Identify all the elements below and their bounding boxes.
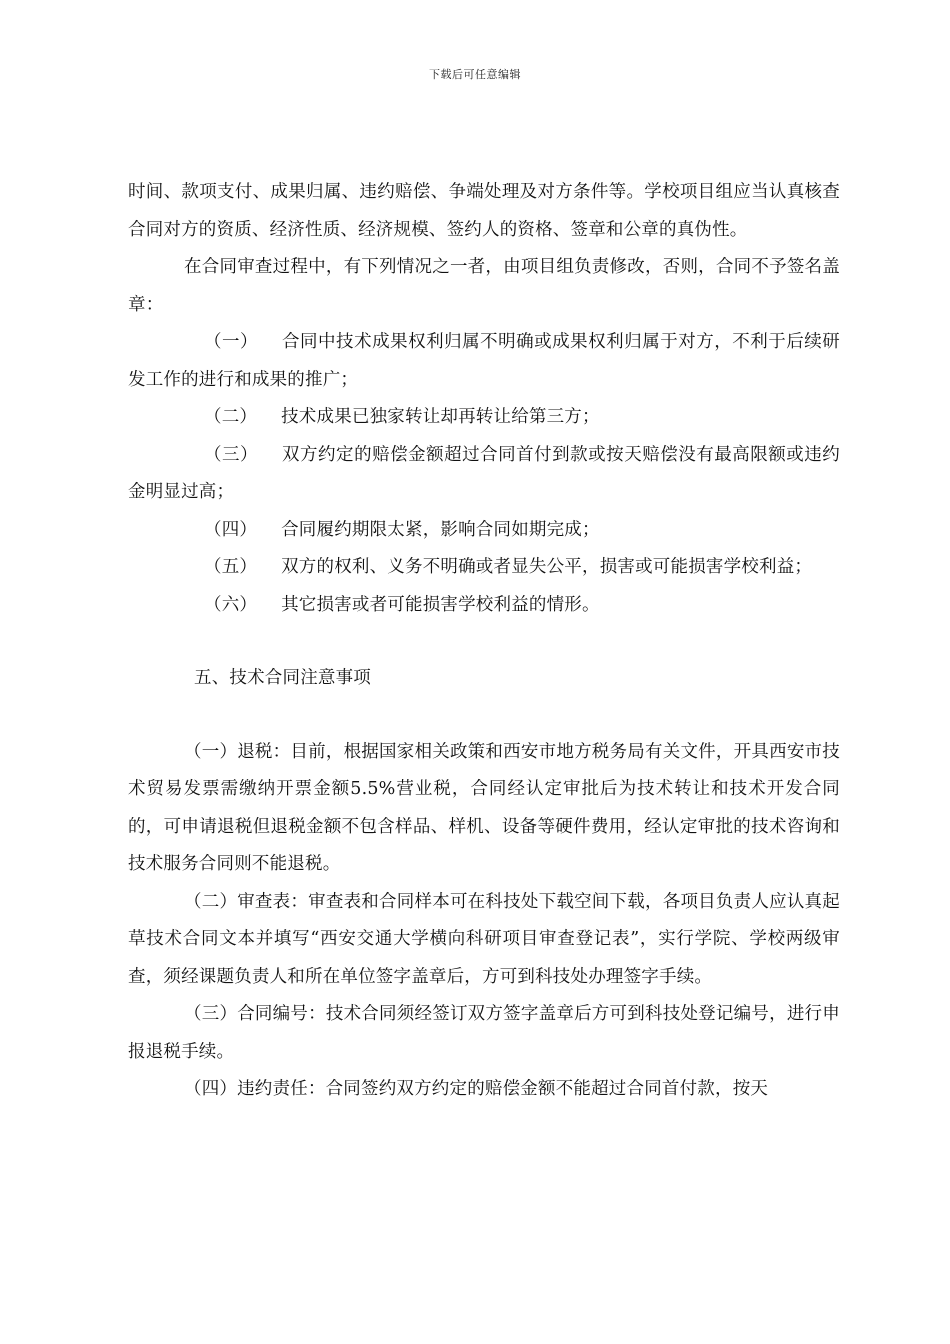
note-paragraph-liability: （四）违约责任：合同签约双方约定的赔偿金额不能超过合同首付款，按天 <box>184 1079 769 1099</box>
paragraph-review-conditions: 在合同审查过程中，有下列情况之一者，由项目组负责修改，否则，合同不予签名盖章： <box>128 257 840 315</box>
review-item <box>128 399 840 437</box>
item-text: 双方的权利、义务不明确或者显失公平，损害或可能损害学校利益； <box>281 557 813 577</box>
note-paragraph-tax-refund: （一）退税：目前，根据国家相关政策和西安市地方税务局有关文件，开具西安市技术贸易发票需缴纳开票金额5.5%营业税，合同经认定审批后为技术转让和技术开发合同的，可申请退税但退税金额不包含样品、样机、设备等硬件费用，经认定审批的技术咨询和技术服务合同则不能退税。 <box>128 741 840 874</box>
item-text: 其它损害或者可能损害学校利益的情形。 <box>281 594 600 615</box>
item-marker: （六） <box>204 594 258 615</box>
review-item <box>128 587 840 625</box>
item-marker: （四） <box>204 519 258 540</box>
section-heading: 五、技术合同注意事项 <box>194 668 371 688</box>
item-text: 合同履约期限太紧，影响合同如期完成； <box>281 519 600 540</box>
item-text: 技术成果已独家转让却再转让给第三方； <box>281 407 600 427</box>
review-item <box>128 437 840 512</box>
document-body <box>128 174 840 1109</box>
review-item <box>128 549 840 587</box>
page-header: 下载后可任意编辑 <box>429 68 521 81</box>
item-text: 合同中技术成果权利归属不明确或成果权利归属于对方，不利于后续研发工作的进行和成果的推广； <box>128 332 840 390</box>
review-item <box>128 324 840 399</box>
note-paragraph-review-form: （二）审查表：审查表和合同样本可在科技处下载空间下载，各项目负责人应认真起草技术合同文本并填写“西安交通大学横向科研项目审查登记表”，实行学院、学校两级审查，须经课题负责人和所在单位签字盖章后，方可到科技处办理签字手续。 <box>128 891 840 987</box>
item-marker: （五） <box>204 557 258 577</box>
paragraph-continuation: 时间、款项支付、成果归属、违约赔偿、争端处理及对方条件等。学校项目组应当认真核查合同对方的资质、经济性质、经济规模、签约人的资格、签章和公章的真伪性。 <box>128 182 840 240</box>
item-marker: （三） <box>204 444 259 465</box>
item-marker: （二） <box>204 407 258 427</box>
item-text: 双方约定的赔偿金额超过合同首付到款或按天赔偿没有最高限额或违约金明显过高； <box>128 444 840 502</box>
review-item <box>128 512 840 550</box>
item-marker: （一） <box>204 332 259 352</box>
note-paragraph-contract-number: （三）合同编号：技术合同须经签订双方签字盖章后方可到科技处登记编号，进行申报退税手续。 <box>128 1004 840 1062</box>
